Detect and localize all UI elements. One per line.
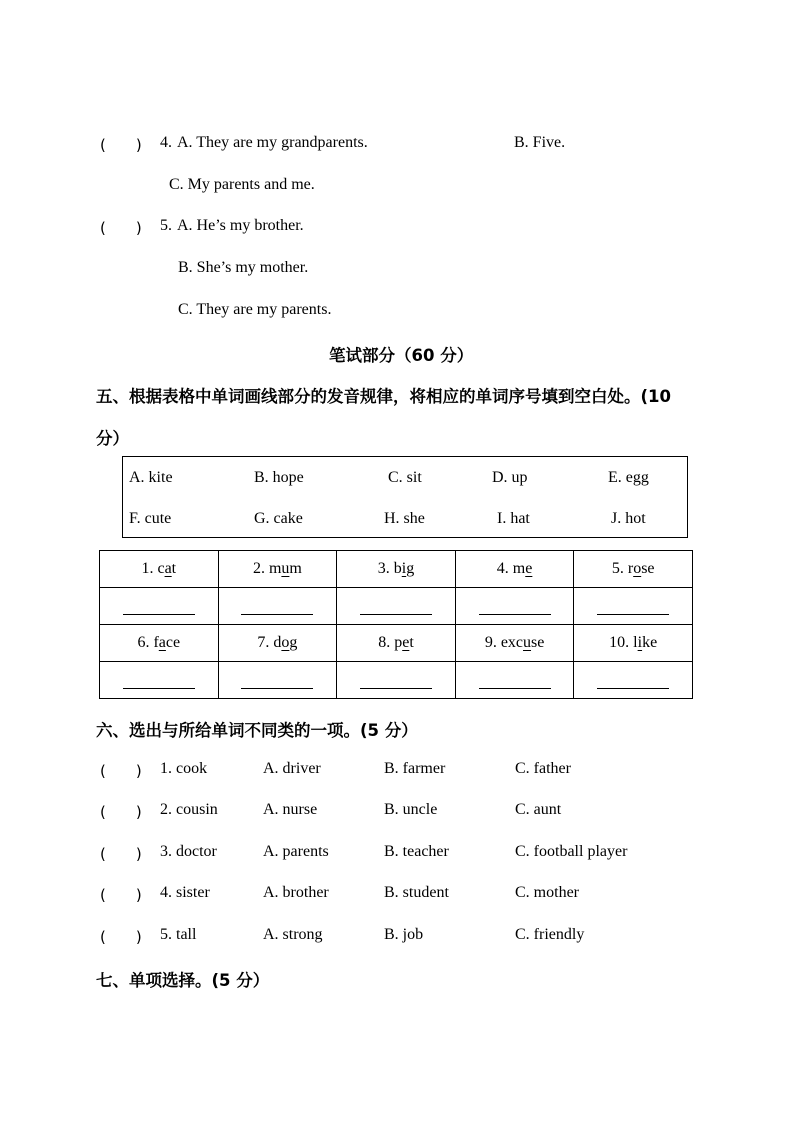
answer-bracket[interactable]: ( ) [100, 845, 142, 863]
option-c-q5: C. They are my parents. [178, 301, 332, 318]
answer-blank[interactable] [241, 674, 313, 689]
word-option: H. she [384, 510, 425, 527]
answer-bracket[interactable]: ( ) [100, 928, 142, 946]
given-word: 1. cook [160, 760, 208, 777]
answer-blank[interactable] [360, 600, 432, 615]
answer-blank-cell[interactable] [455, 588, 574, 625]
answer-blank-cell[interactable] [218, 588, 337, 625]
option-b: B. uncle [384, 801, 438, 818]
answer-blank[interactable] [597, 674, 669, 689]
option-b: B. teacher [384, 843, 449, 860]
option-a-q5: A. He’s my brother. [177, 217, 304, 234]
section7-title: 七、单项选择。(5 分） [96, 971, 270, 990]
table-row [100, 551, 693, 588]
answer-blank[interactable] [123, 600, 195, 615]
word-option: I. hat [497, 510, 530, 527]
given-word: 3. doctor [160, 843, 217, 860]
table-row [100, 588, 693, 625]
answer-bracket[interactable]: ( ) [100, 803, 142, 821]
answer-bracket[interactable]: ( ) [100, 886, 142, 904]
option-b: B. farmer [384, 760, 446, 777]
option-b-q5: B. She’s my mother. [178, 259, 309, 276]
word-cell: 3. big [337, 551, 456, 588]
option-c: C. friendly [515, 926, 585, 943]
word-cell: 9. excuse [455, 625, 574, 662]
answer-blank[interactable] [123, 674, 195, 689]
word-cell: 5. rose [574, 551, 693, 588]
answer-bracket-q5[interactable]: ( ) [100, 219, 142, 237]
word-option: A. kite [129, 469, 173, 486]
answer-blank-cell[interactable] [218, 662, 337, 699]
given-word: 2. cousin [160, 801, 218, 818]
section5-title: 五、根据表格中单词画线部分的发音规律，将相应的单词序号填到空白处。(10 [96, 387, 672, 406]
option-c: C. mother [515, 884, 579, 901]
word-cell: 7. dog [218, 625, 337, 662]
section6-title: 六、选出与所给单词不同类的一项。(5 分） [96, 721, 418, 740]
answer-blank-cell[interactable] [337, 588, 456, 625]
word-cell: 4. me [455, 551, 574, 588]
word-option: B. hope [254, 469, 304, 486]
option-a: A. brother [263, 884, 329, 901]
answer-blank[interactable] [479, 600, 551, 615]
given-word: 4. sister [160, 884, 210, 901]
word-cell: 10. like [574, 625, 693, 662]
option-a: A. nurse [263, 801, 318, 818]
table-row [100, 625, 693, 662]
word-option: C. sit [388, 469, 422, 486]
answer-bracket[interactable]: ( ) [100, 762, 142, 780]
word-option: G. cake [254, 510, 303, 527]
answer-blank-cell[interactable] [100, 662, 219, 699]
answer-blank-cell[interactable] [455, 662, 574, 699]
option-a: A. strong [263, 926, 323, 943]
phonics-word-bank [122, 456, 688, 538]
question-number-q5: 5. [160, 217, 172, 234]
option-a: A. parents [263, 843, 329, 860]
answer-blank-cell[interactable] [100, 588, 219, 625]
answer-blank[interactable] [597, 600, 669, 615]
word-cell: 2. mum [218, 551, 337, 588]
answer-bracket-q4[interactable]: ( ) [100, 136, 142, 154]
answer-blank-cell[interactable] [574, 588, 693, 625]
word-option: E. egg [608, 469, 649, 486]
given-word: 5. tall [160, 926, 197, 943]
answer-blank[interactable] [241, 600, 313, 615]
answer-blank-cell[interactable] [337, 662, 456, 699]
answer-blank-cell[interactable] [574, 662, 693, 699]
answer-blank[interactable] [479, 674, 551, 689]
phonics-answer-table [99, 550, 693, 699]
word-option: D. up [492, 469, 528, 486]
word-cell: 1. cat [100, 551, 219, 588]
option-b: B. job [384, 926, 424, 943]
answer-blank[interactable] [360, 674, 432, 689]
option-b: B. student [384, 884, 449, 901]
option-b-q4: B. Five. [514, 134, 566, 151]
question-number-q4: 4. [160, 134, 172, 151]
option-c-q4: C. My parents and me. [169, 176, 315, 193]
word-option: F. cute [129, 510, 172, 527]
option-a: A. driver [263, 760, 321, 777]
section5-title-cont: 分） [96, 429, 129, 448]
word-cell: 6. face [100, 625, 219, 662]
word-option: J. hot [611, 510, 646, 527]
option-c: C. football player [515, 843, 628, 860]
word-cell: 8. pet [337, 625, 456, 662]
option-c: C. aunt [515, 801, 562, 818]
option-c: C. father [515, 760, 571, 777]
table-row [100, 662, 693, 699]
written-section-title: 笔试部分（60 分） [329, 346, 474, 365]
option-a-q4: A. They are my grandparents. [177, 134, 368, 151]
